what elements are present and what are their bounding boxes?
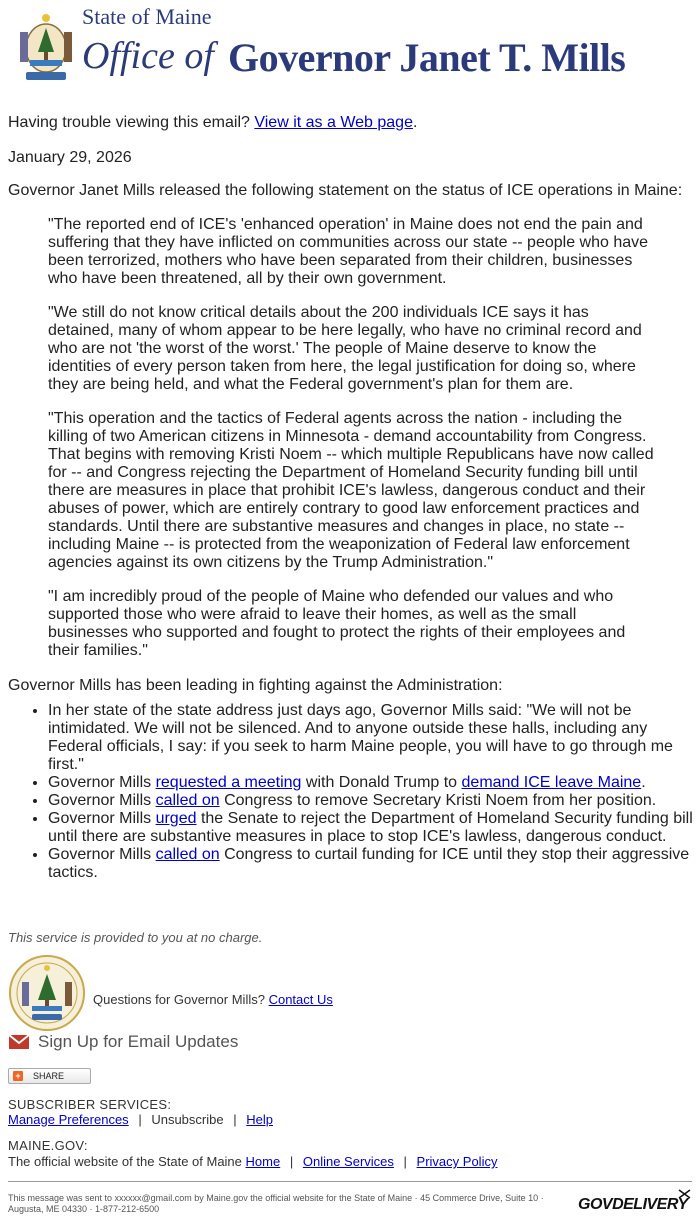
trouble-suffix: . xyxy=(412,114,418,131)
govdelivery-arrow-icon xyxy=(678,1189,692,1199)
actions-list xyxy=(8,702,698,882)
maine-seal-icon xyxy=(16,8,76,84)
share-label: SHARE xyxy=(33,1071,65,1081)
signup-email-updates[interactable] xyxy=(8,1032,238,1052)
list-text: Governor Mills xyxy=(48,846,156,863)
intro-paragraph: Governor Janet Mills released the following statement on the status of ICE operations in Maine: xyxy=(8,182,683,199)
separator: | xyxy=(289,1154,294,1169)
sent-note: This message was sent to xxxxxx@gmail.com by Maine.gov the official website for the State of Maine · 45 Commerce Drive, Suite 10 · Augusta, ME 04330 · 1-877-212-6500 xyxy=(8,1193,544,1214)
state-of-maine-text: State of Maine xyxy=(82,4,212,29)
quote-paragraph: "We still do not know critical details about the 200 individuals ICE says it has detained, many of whom appear to be here legally, who have no criminal record and who are not 'the worst of the worst.' The people of Maine deserve to know the identities of every person taken from here, the legal justification for doing so, where they are being held, and what the Federal government's plan for them are. xyxy=(48,304,642,393)
subscriber-services-label: SUBSCRIBER SERVICES: xyxy=(8,1097,172,1112)
leading-paragraph: Governor Mills has been leading in fighting against the Administration: xyxy=(8,677,503,694)
list-text: Congress to curtail funding for ICE until they stop their aggressive tactics. xyxy=(48,846,690,881)
gov-description: The official website of the State of Maine xyxy=(8,1154,242,1169)
requested-meeting-link[interactable]: requested a meeting xyxy=(155,774,302,791)
home-link[interactable]: Home xyxy=(245,1154,281,1169)
list-text: . xyxy=(641,774,646,791)
envelope-icon xyxy=(8,1032,30,1052)
trouble-text: Having trouble viewing this email? xyxy=(8,114,250,131)
separator: | xyxy=(403,1154,407,1169)
contact-us-link[interactable]: Contact Us xyxy=(268,992,333,1007)
separator: | xyxy=(233,1112,237,1127)
unsubscribe-text[interactable]: Unsubscribe xyxy=(151,1112,224,1127)
list-text: Governor Mills xyxy=(48,810,156,827)
privacy-policy-link[interactable]: Privacy Policy xyxy=(416,1154,498,1169)
quote-paragraph: "This operation and the tactics of Federal agents across the nation - including the killing of two American citizens in Minnesota - demand accountability from Congress. That begins with removing Kristi Noem -- which multiple Republicans have now called for -- and Congress rejecting the Department of Homeland Security funding bill until there are measures in place that prohibit ICE's lawless, dangerous conduct and their abuses of power, which are entirely contrary to good law enforcement practices and standards. Until there are substantive measures and changes in place, no state -- including Maine -- is protected from the weaponization of Federal law enforcement agencies against its own citizens by the Trump Administration." xyxy=(48,410,654,571)
list-text: the Senate to reject the Department of Homeland Security funding bill until there are substantive measures in place to stop ICE's lawless, dangerous conduct. xyxy=(48,810,693,845)
office-of-text: Office of xyxy=(82,35,214,77)
govdelivery-logo: GOVDELIVERY xyxy=(578,1196,688,1213)
maine-gov-links xyxy=(8,1154,497,1169)
quote-paragraph: "The reported end of ICE's 'enhanced operation' in Maine does not end the pain and suffering that they have inflicted on communities across our state -- people who have been terrorized, mothers who have been separated from their children, businesses who have been threatened, all by their own government. xyxy=(48,216,649,287)
questions-line xyxy=(93,992,333,1007)
trouble-viewing-line xyxy=(8,114,417,132)
manage-preferences-link[interactable]: Manage Preferences xyxy=(8,1112,129,1127)
list-text: Congress to remove Secretary Kristi Noem from her position. xyxy=(219,792,657,809)
urged-link[interactable]: urged xyxy=(155,810,197,827)
separator: | xyxy=(138,1112,142,1127)
email-header xyxy=(0,0,700,92)
plus-icon: + xyxy=(13,1071,23,1081)
footer-divider xyxy=(8,1181,692,1182)
list-text: Governor Mills xyxy=(48,792,156,809)
demand-ice-leave-link[interactable]: demand ICE leave Maine xyxy=(461,774,642,791)
maine-seal-small-icon xyxy=(8,954,86,1032)
list-text: Governor Mills xyxy=(48,774,156,791)
list-item xyxy=(48,792,698,810)
governor-name-title: Governor Janet T. Mills xyxy=(228,35,626,80)
view-web-page-link[interactable]: View it as a Web page xyxy=(254,114,413,131)
share-button[interactable] xyxy=(8,1068,91,1084)
list-item: • In her state of the state address just days ago, Governor Mills said: "We will not be intimidated. We will not be silenced. And to anyone outside these halls, including any Federal officials, I say: if you seek to harm Maine people, you will have to go through me first." xyxy=(48,702,698,774)
list-item xyxy=(48,810,698,846)
called-on-link[interactable]: called on xyxy=(155,792,220,809)
signup-text[interactable]: Sign Up for Email Updates xyxy=(38,1032,239,1051)
quote-paragraph: "I am incredibly proud of the people of Maine who defended our values and who supported those who were afraid to leave their homes, as well as the small businesses who supported and fought to protect the rights of their employees and their families." xyxy=(48,588,626,659)
maine-gov-label: MAINE.GOV: xyxy=(8,1138,88,1153)
online-services-link[interactable]: Online Services xyxy=(302,1154,394,1169)
list-text: with Donald Trump to xyxy=(301,774,462,791)
questions-text: Questions for Governor Mills? xyxy=(93,992,265,1007)
list-item xyxy=(48,774,698,792)
email-date: January 29, 2026 xyxy=(8,149,132,166)
subscriber-links xyxy=(8,1112,273,1127)
list-item xyxy=(48,846,698,882)
service-note: This service is provided to you at no charge. xyxy=(8,930,263,945)
called-on-funding-link[interactable]: called on xyxy=(155,846,220,863)
help-link[interactable]: Help xyxy=(246,1112,273,1127)
